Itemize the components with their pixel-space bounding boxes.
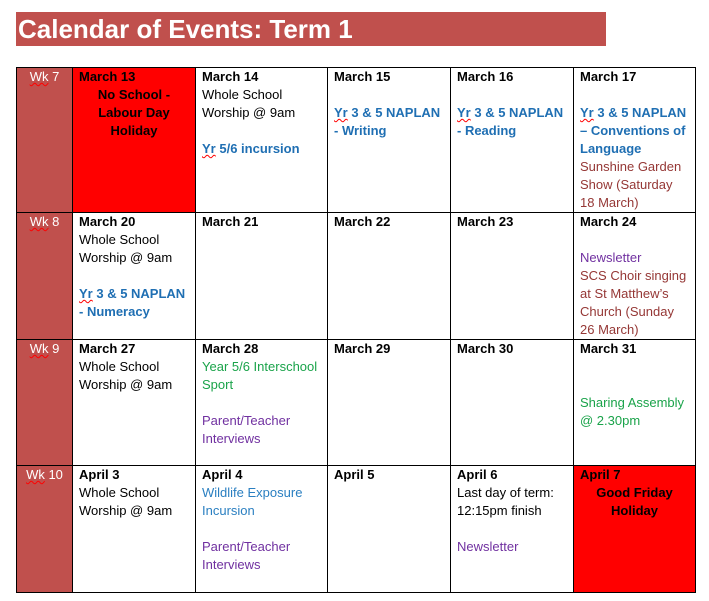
- day-date: April 4: [202, 467, 243, 482]
- day-date: March 29: [334, 341, 391, 356]
- day-date: March 27: [79, 341, 136, 356]
- day-date: March 14: [202, 69, 259, 84]
- calendar-table: [16, 67, 696, 593]
- day-cell: [328, 466, 451, 593]
- event-text: Parent/Teacher Interviews: [202, 413, 291, 446]
- event-text: Whole School Worship @ 9am: [202, 87, 296, 120]
- day-date: March 30: [457, 341, 514, 356]
- spacer: [202, 520, 321, 538]
- day-cell: [451, 466, 574, 593]
- week-label: Wk 8: [29, 214, 60, 229]
- day-date: March 16: [457, 69, 514, 84]
- spacer: [580, 376, 689, 394]
- week-row: [17, 466, 696, 593]
- event-text: Parent/Teacher Interviews: [202, 539, 291, 572]
- page-title: Calendar of Events: Term 1: [16, 12, 606, 46]
- day-date: March 24: [580, 214, 637, 229]
- day-date: March 31: [580, 341, 637, 356]
- day-date: March 13: [79, 69, 136, 84]
- day-date: April 3: [79, 467, 120, 482]
- day-cell: [196, 213, 328, 340]
- event-text: Newsletter: [580, 250, 642, 265]
- event-text: SCS Choir singing at St Matthew’s Church (Sunday 26 March): [580, 268, 687, 337]
- day-cell: [73, 213, 196, 340]
- holiday-text: No School - Labour Day Holiday: [97, 87, 171, 138]
- day-date: April 6: [457, 467, 498, 482]
- event-text: Yr 5/6 incursion: [202, 141, 300, 156]
- holiday-cell: [574, 466, 696, 593]
- event-text: Yr 3 & 5 NAPLAN - Numeracy: [79, 286, 186, 319]
- day-cell: [328, 340, 451, 466]
- day-cell: [574, 340, 696, 466]
- spacer: [580, 86, 689, 104]
- spacer: [334, 86, 444, 104]
- spacer: [457, 520, 567, 538]
- day-date: March 15: [334, 69, 391, 84]
- day-date: March 23: [457, 214, 514, 229]
- week-label-cell: [17, 466, 73, 593]
- day-date: April 7: [580, 467, 621, 482]
- event-text: Newsletter: [457, 539, 519, 554]
- event-text: Year 5/6 Interschool Sport: [202, 359, 318, 392]
- day-cell: [328, 213, 451, 340]
- day-cell: [196, 466, 328, 593]
- spacer: [580, 358, 689, 376]
- day-cell: [451, 68, 574, 213]
- week-label-cell: [17, 340, 73, 466]
- day-cell: [196, 340, 328, 466]
- event-text: Yr 3 & 5 NAPLAN - Reading: [457, 105, 564, 138]
- event-text: Sunshine Garden Show (Saturday 18 March): [580, 159, 682, 210]
- event-text: Yr 3 & 5 NAPLAN - Writing: [334, 105, 441, 138]
- day-cell: [196, 68, 328, 213]
- day-date: March 22: [334, 214, 391, 229]
- event-text: Sharing Assembly @ 2.30pm: [580, 395, 685, 428]
- spacer: [202, 394, 321, 412]
- week-row: [17, 340, 696, 466]
- spacer: [457, 86, 567, 104]
- day-cell: [574, 68, 696, 213]
- day-date: March 28: [202, 341, 259, 356]
- day-cell: [328, 68, 451, 213]
- day-cell: [451, 213, 574, 340]
- week-label-cell: [17, 213, 73, 340]
- event-text: Whole School Worship @ 9am: [79, 485, 173, 518]
- day-cell: [451, 340, 574, 466]
- event-text: Whole School Worship @ 9am: [79, 359, 173, 392]
- spacer: [580, 231, 689, 249]
- event-text: Wildlife Exposure Incursion: [202, 485, 303, 518]
- day-date: April 5: [334, 467, 375, 482]
- day-date: March 21: [202, 214, 259, 229]
- week-row: [17, 213, 696, 340]
- holiday-text: Good Friday Holiday: [596, 485, 673, 518]
- week-row: [17, 68, 696, 213]
- week-label: Wk 10: [26, 467, 63, 482]
- event-text: Yr 3 & 5 NAPLAN – Conventions of Language: [580, 105, 687, 156]
- event-text: Whole School Worship @ 9am: [79, 232, 173, 265]
- day-cell: [574, 213, 696, 340]
- day-cell: [73, 466, 196, 593]
- event-text: Last day of term: 12:15pm finish: [457, 485, 554, 518]
- day-date: March 17: [580, 69, 637, 84]
- spacer: [79, 267, 189, 285]
- week-label: Wk 7: [29, 69, 60, 84]
- week-label-cell: [17, 68, 73, 213]
- week-label: Wk 9: [29, 341, 60, 356]
- holiday-cell: [73, 68, 196, 213]
- day-cell: [73, 340, 196, 466]
- spacer: [202, 122, 321, 140]
- day-date: March 20: [79, 214, 136, 229]
